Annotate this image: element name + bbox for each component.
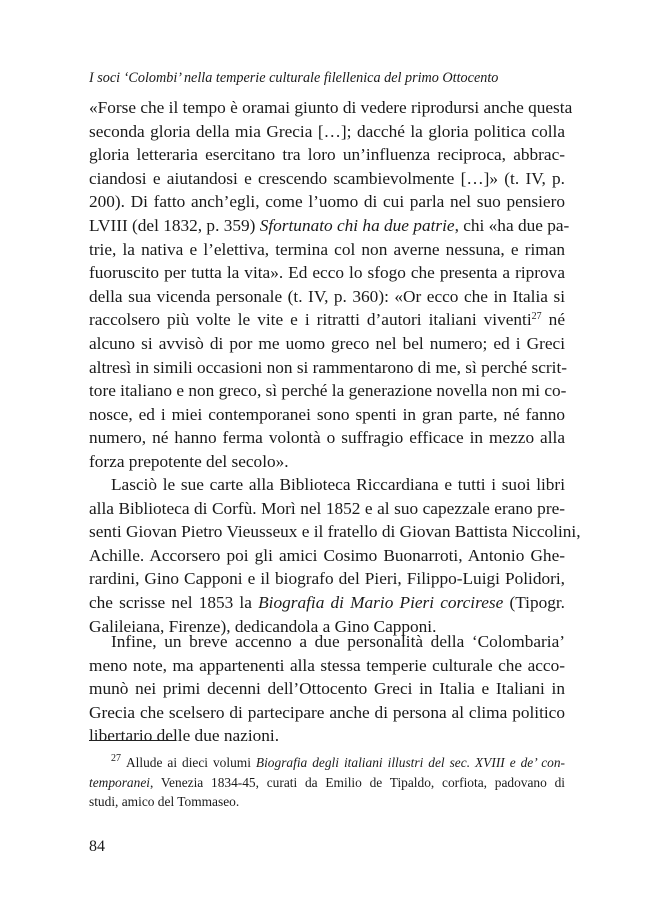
text-line: fuoruscito per tutta la vita». Ed ecco lo sfogo che presenta a riprova [89,263,565,283]
text-line: $^{27}$ Allude ai dieci volumi Biografia degli italiani illustri del sec. XVIII e de’ con- [111,753,565,770]
text-line: raccolsero più volte le vite e i ritratti d’autori italiani viventi$^{27}$ né [89,310,565,330]
text-line: meno note, ma appartenenti alla stessa temperie culturale che acco- [89,655,565,675]
text-line: della sua vicenda personale (t. IV, p. 360): «Or ecco che in Italia si [89,286,565,306]
text-line: tore italiano e non greco, sì perché la generazione novella non mi co- [89,381,567,401]
footnote-number: 27 [111,753,121,764]
text-line: numero, né hanno ferma volontà o suffragio efficace in mezzo alla [89,428,565,448]
text-line: rardini, Gino Capponi e il biografo del Pieri, Filippo-Luigi Polidori, [89,569,565,589]
text-line: LVIII (del 1832, p. 359) Sfortunato chi ha due patrie, chi «ha due pa- [89,215,570,235]
text-line: altresì in simili occasioni non si rammentarono di me, sì perché scrit- [89,357,567,377]
text-line: 200). Di fatto anch’egli, come l’uomo di cui parla nel suo pensiero [89,192,565,212]
running-title: I soci ‘Colombi’ nella temperie culturale filellenica del primo Ottocento [89,70,499,86]
work-title-italic: Sfortunato chi ha due patrie [259,215,455,235]
text-line: Grecia che scelsero di partecipare anche di persona al clima politico [89,702,565,722]
footnote [89,753,565,812]
text-line: temporanei, Venezia 1834-45, curati da Emilio de Tipaldo, corfiota, padovano di [89,774,565,790]
text-line: alcuno si avvisò di por me uomo greco nel bel numero; ed i Greci [89,333,565,353]
text-line: ciandosi e aiutandosi e crescendo scambievolmente […]» (t. IV, p. [89,168,565,188]
text-line: Galileiana, Firenze), dedicandola a Gino Capponi. [89,616,437,636]
text-line: che scrisse nel 1853 la Biografia di Mario Pieri corcirese (Tipogr. [89,592,565,612]
text-line: studi, amico del Tommaseo. [89,794,240,809]
text-line: libertario delle due nazioni. [89,726,280,746]
paragraph-1 [89,96,573,474]
text-line: senti Giovan Pietro Vieusseux e il fratello di Giovan Battista Niccolini, [89,522,581,542]
text-line: alla Biblioteca di Corfù. Morì nel 1852 e al suo capezzale erano pre- [89,498,565,518]
text-line: trie, la nativa e l’elettiva, termina col non averne nessuna, e riman [89,239,565,259]
footnote-reference[interactable]: 27 [531,311,542,323]
text-line: nosce, ed i miei contemporanei sono spenti in gran parte, né fanno [89,404,565,424]
text-line: seconda gloria della mia Grecia […]; dacché la gloria politica colla [89,121,565,141]
footnote-separator [89,740,175,741]
text-line: Lasciò le sue carte alla Biblioteca Riccardiana e tutti i suoi libri [111,475,565,494]
text-line: «Forse che il tempo è oramai giunto di vedere riprodursi anche questa [89,98,573,117]
paragraph-3 [89,630,565,748]
page-number: 84 [89,838,105,855]
text-line: Infine, un breve accenno a due personalità della ‘Colombaria’ [111,632,565,651]
paragraph-2 [89,473,581,638]
work-title-italic: Biografia degli italiani illustri del sec. XVIII e de’ con- [255,755,565,770]
text-line: forza prepotente del secolo». [89,451,289,471]
work-title-italic: temporanei [89,774,150,790]
work-title-italic: Biografia di Mario Pieri corcirese [258,592,504,612]
text-line: Achille. Accorsero poi gli amici Cosimo Buonarroti, Antonio Ghe- [89,545,565,565]
text-line: munò nei primi decenni dell’Ottocento Greci in Italia e Italiani in [89,679,565,699]
text-line: gloria letteraria esercitano tra loro un’influenza reciproca, abbrac- [89,145,565,165]
